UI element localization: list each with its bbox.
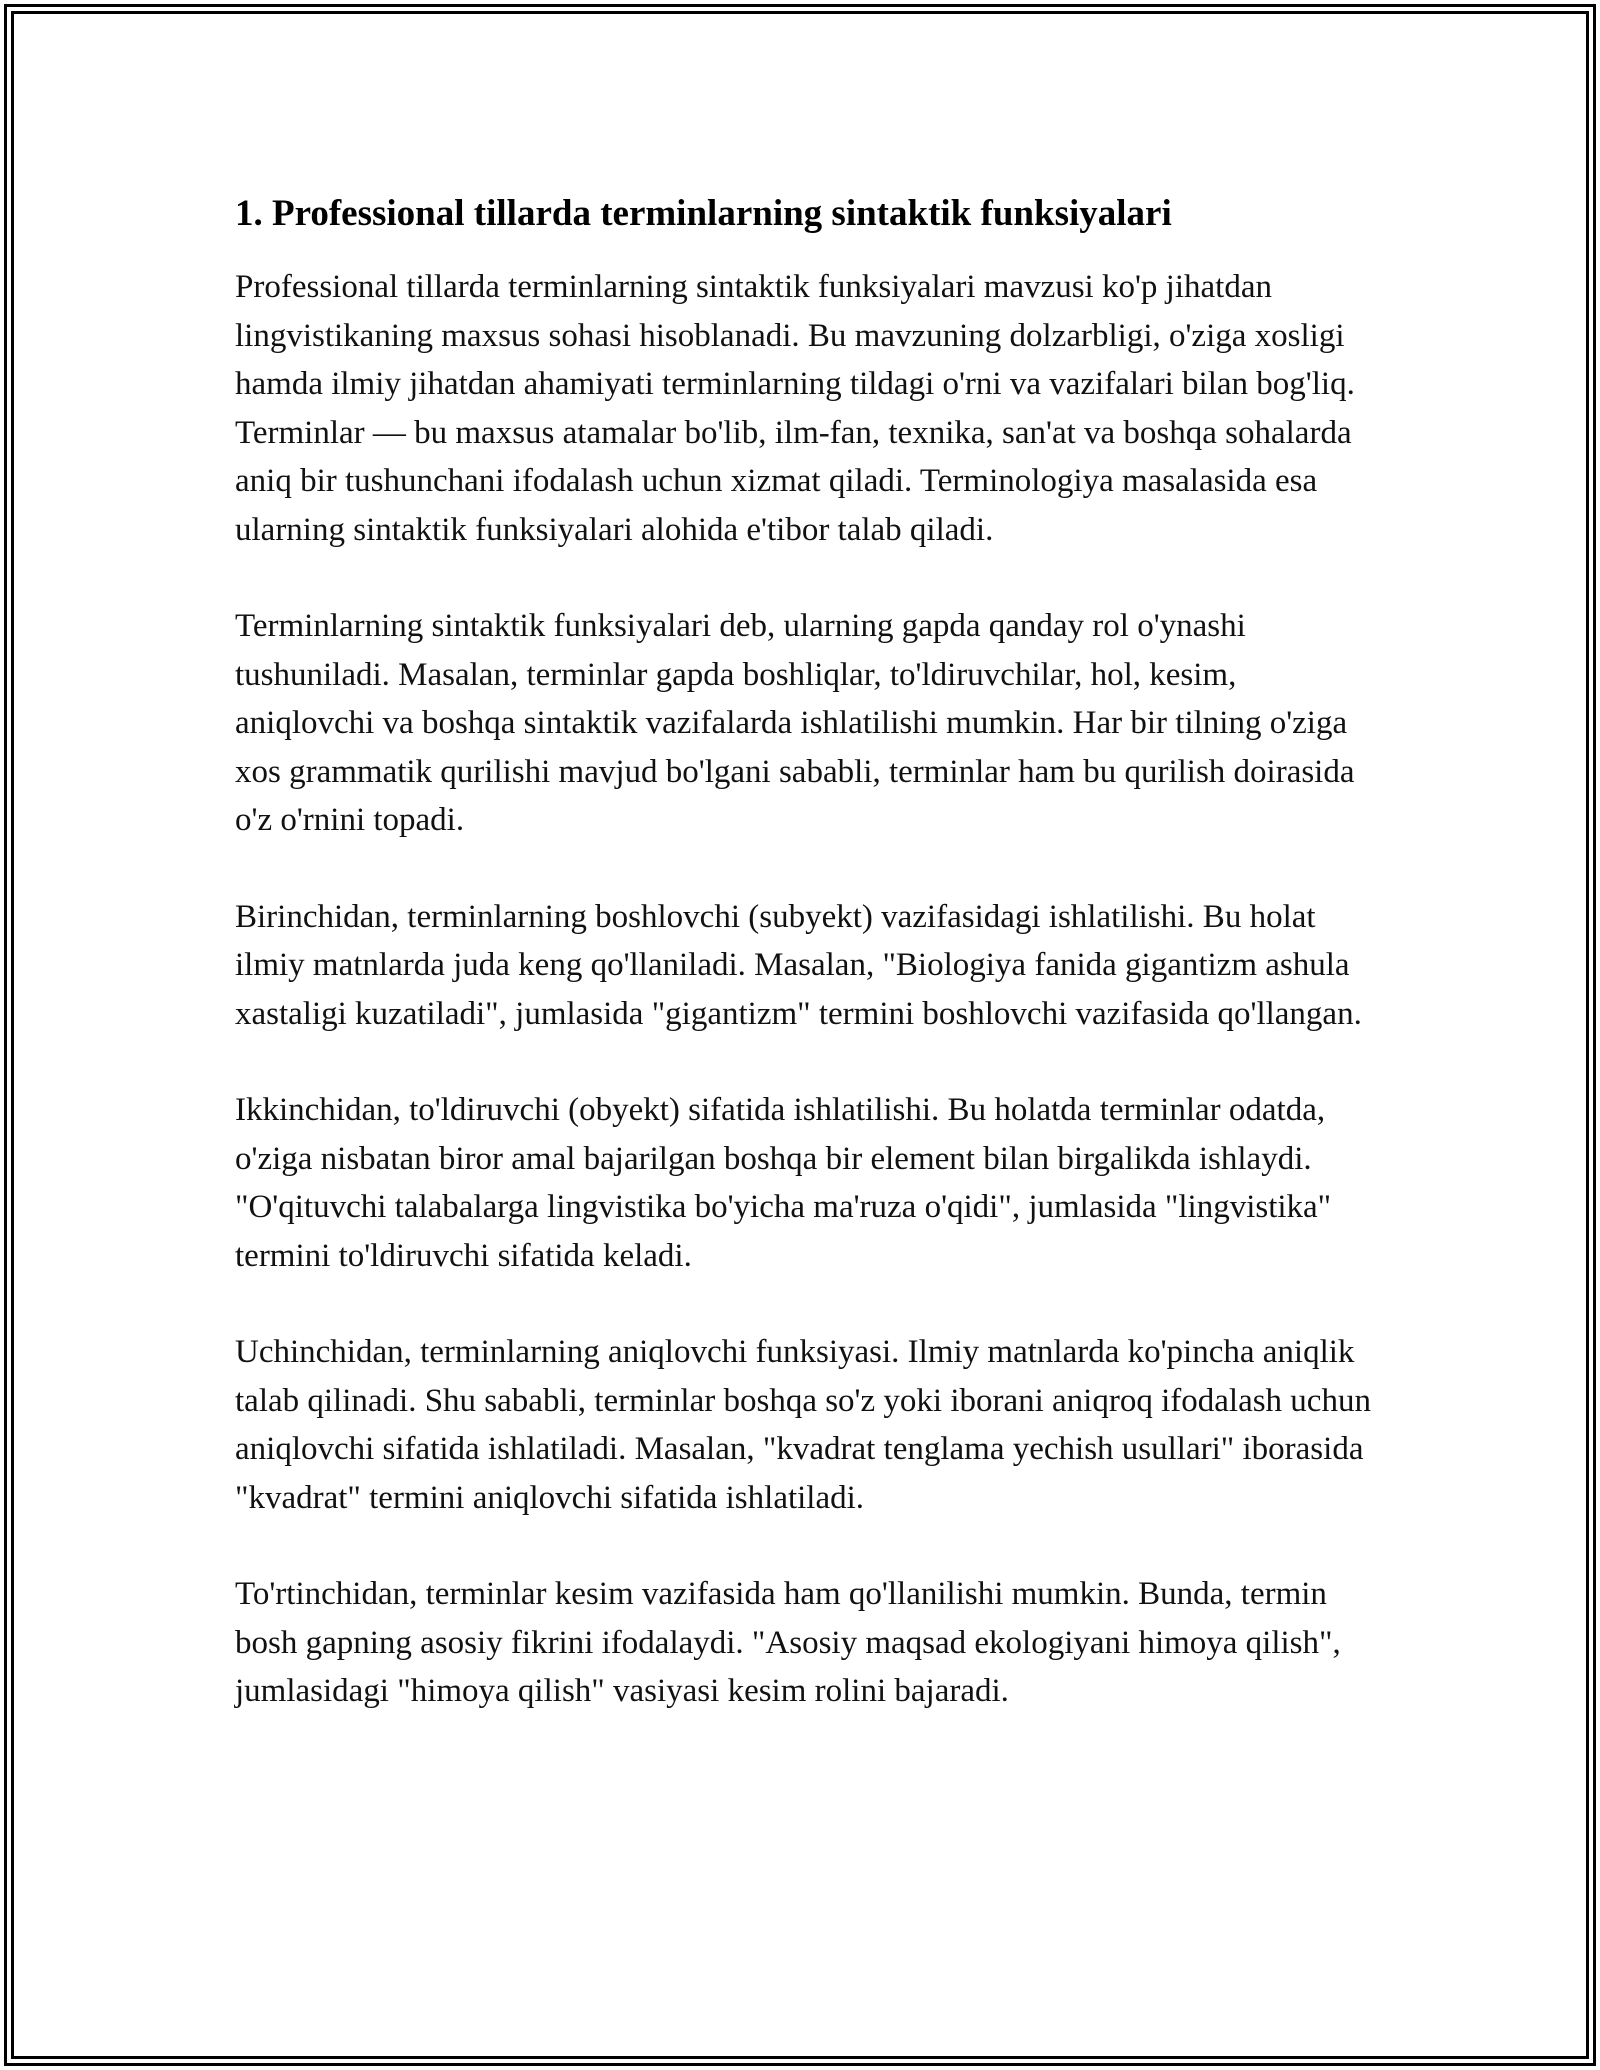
- paragraph-definition: Terminlarning sintaktik funksiyalari deb, ularning gapda qanday rol o'ynashi tushuniladi. Masalan, terminlar gapda boshliqlar, to'ldiruvchilar, hol, kesim, aniqlovchi va boshqa sintaktik vazifalarda ishlatilishi mumkin. Har bir tilning o'ziga xos grammatik qurilishi mavjud bo'lgani sababli, terminlar ham bu qurilish doirasida o'z o'rnini topadi.: [235, 608, 1355, 838]
- paragraph-attribute-function: Uchinchidan, terminlarning aniqlovchi funksiyasi. Ilmiy matnlarda ko'pincha aniqlik talab qilinadi. Shu sababli, terminlar boshqa so'z yoki iborani aniqroq ifodalash uchun aniqlovchi sifatida ishlatiladi. Masalan, "kvadrat tenglama yechish usullari" iborasida "kvadrat" termini aniqlovchi sifatida ishlatiladi.: [235, 1334, 1371, 1516]
- paragraph-predicate-function: To'rtinchidan, terminlar kesim vazifasida ham qo'llanilishi mumkin. Bunda, termin bosh gapning asosiy fikrini ifodalaydi. "Asosiy maqsad ekologiyani himoya qilish", jumlasidagi "himoya qilish" vasiyasi kesim rolini bajaradi.: [235, 1576, 1341, 1709]
- paragraph-object-function: Ikkinchidan, to'ldiruvchi (obyekt) sifatida ishlatilishi. Bu holatda terminlar odatda, o'ziga nisbatan biror amal bajarilgan boshqa bir element bilan birgalikda ishlaydi. "O'qituvchi talabalarga lingvistika bo'yicha ma'ruza o'qidi", jumlasida "lingvistika" termini to'ldiruvchi sifatida keladi.: [235, 1092, 1332, 1274]
- paragraph-intro: Professional tillarda terminlarning sintaktik funksiyalari mavzusi ko'p jihatdan lingvistikaning maxsus sohasi hisoblanadi. Bu mavzuning dolzarbligi, o'ziga xosligi hamda ilmiy jihatdan ahamiyati terminlarning tildagi o'rni va vazifalari bilan bog'liq. Terminlar — bu maxsus atamalar bo'lib, ilm-fan, texnika, san'at va boshqa sohalarda aniq bir tushunchani ifodalash uchun xizmat qiladi. Terminologiya masalasida esa ularning sintaktik funksiyalari alohida e'tibor talab qiladi.: [235, 269, 1355, 548]
- document-body: [235, 185, 1375, 1716]
- section-heading: 1. Professional tillarda terminlarning sintaktik funksiyalari: [235, 193, 1172, 234]
- paragraph-subject-function: Birinchidan, terminlarning boshlovchi (subyekt) vazifasidagi ishlatilishi. Bu holat ilmiy matnlarda juda keng qo'llaniladi. Masalan, "Biologiya fanida gigantizm ashula xastaligi kuzatiladi", jumlasida "gigantizm" termini boshlovchi vazifasida qo'llangan.: [235, 898, 1362, 1032]
